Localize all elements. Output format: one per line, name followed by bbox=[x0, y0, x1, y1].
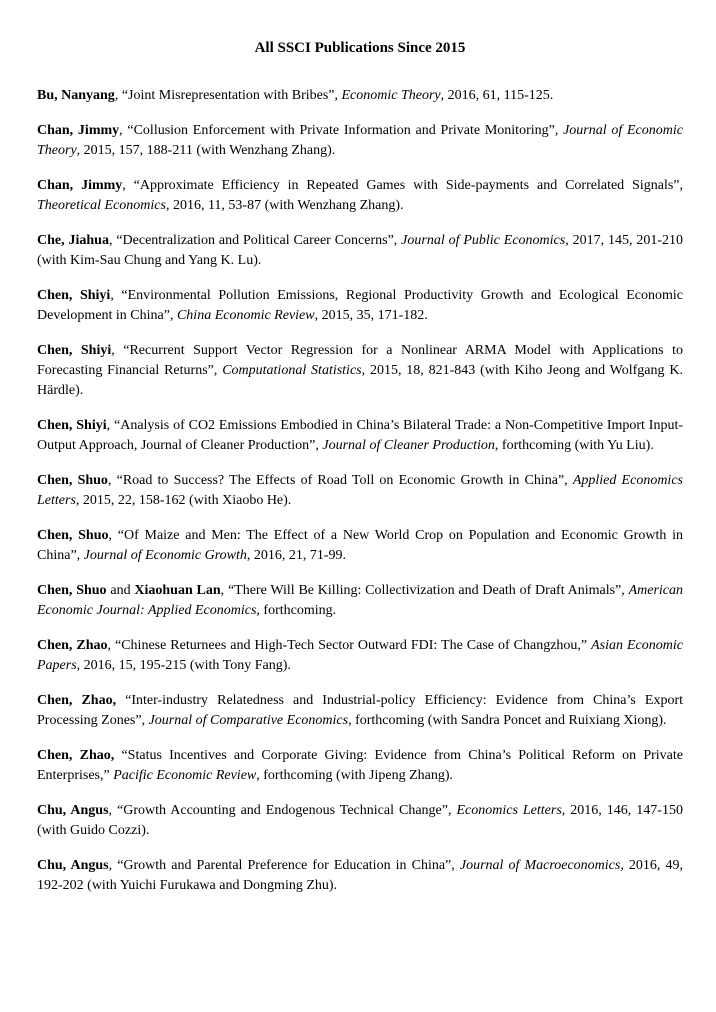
author-name: Chen, Zhao, bbox=[37, 693, 117, 708]
publication-entry bbox=[37, 636, 683, 676]
citation-text: , “Decentralization and Political Career Concerns”, bbox=[108, 233, 402, 248]
author-name: Chen, Shuo bbox=[37, 528, 109, 543]
author-name: Chu, Angus bbox=[37, 858, 109, 873]
citation-text: , 2015, 18, 821-843 (with Kiho Jeong and Wolfgang K. Härdle). bbox=[37, 363, 683, 398]
author-name: Chen, Shiyi bbox=[37, 418, 107, 433]
author-name: Che, Jiahua bbox=[37, 233, 109, 248]
journal-name: Economic Theory bbox=[341, 88, 441, 103]
citation-text: , forthcoming (with Sandra Poncet and Ruixiang Xiong). bbox=[348, 713, 667, 728]
citation-text: , “Collusion Enforcement with Private Information and Private Monitoring”, bbox=[119, 123, 564, 138]
author-name: Chen, Shuo bbox=[37, 583, 107, 598]
publication-entry bbox=[37, 86, 683, 106]
citation-text: , 2017, 145, 201-210 (with Kim-Sau Chung and Yang K. Lu). bbox=[37, 233, 683, 268]
author-name: Chen, Shiyi bbox=[37, 343, 112, 358]
author-name: Chan, Jimmy bbox=[37, 123, 120, 138]
citation-text: , “Environmental Pollution Emissions, Regional Productivity Growth and Ecological Economic Development in China”, bbox=[37, 288, 684, 323]
document-title: All SSCI Publications Since 2015 bbox=[254, 40, 466, 56]
journal-name: American Economic Journal: Applied Economics bbox=[37, 583, 684, 618]
journal-name: China Economic Review bbox=[176, 308, 315, 323]
author-name: Xiaohuan Lan bbox=[134, 583, 221, 598]
journal-name: Computational Statistics bbox=[222, 363, 362, 378]
citation-text: “Status Incentives and Corporate Giving: Evidence from China’s Political Reform on Private Enterprises,” bbox=[37, 748, 683, 783]
citation-text: , “Joint Misrepresentation with Bribes”, bbox=[114, 88, 342, 103]
citation-text: , 2015, 22, 158-162 (with Xiaobo He). bbox=[75, 493, 292, 508]
citation-text: , “There Will Be Killing: Collectivization and Death of Draft Animals”, bbox=[220, 583, 629, 598]
publication-entry bbox=[37, 121, 683, 161]
publication-list bbox=[37, 86, 683, 896]
citation-text: “Inter-industry Relatedness and Industrial-policy Efficiency: Evidence from China’s Export Processing Zones”, bbox=[37, 693, 683, 728]
author-name: Chen, Zhao bbox=[37, 638, 108, 653]
journal-name: Asian Economic Papers bbox=[37, 638, 683, 673]
journal-name: Journal of Economic Growth bbox=[83, 548, 247, 563]
citation-text: , 2016, 21, 71-99. bbox=[246, 548, 347, 563]
citation-text: , 2016, 15, 195-215 (with Tony Fang). bbox=[76, 658, 291, 673]
author-name: Chen, Shuo bbox=[37, 473, 108, 488]
journal-name: Journal of Macroeconomics bbox=[459, 858, 621, 873]
journal-name: Pacific Economic Review bbox=[113, 768, 257, 783]
journal-name: Journal of Cleaner Production bbox=[322, 438, 495, 453]
publication-entry bbox=[37, 231, 683, 271]
citation-text: , “Road to Success? The Effects of Road Toll on Economic Growth in China”, bbox=[107, 473, 573, 488]
publication-entry bbox=[37, 176, 683, 216]
author-name: Chan, Jimmy bbox=[37, 178, 123, 193]
author-name: Chen, Zhao, bbox=[37, 748, 115, 763]
publication-entry bbox=[37, 416, 683, 456]
journal-name: Applied Economics Letters bbox=[37, 473, 683, 508]
citation-text: , 2016, 146, 147-150 (with Guido Cozzi). bbox=[37, 803, 683, 838]
publication-entry bbox=[37, 801, 683, 841]
publication-entry bbox=[37, 856, 683, 896]
publication-entry bbox=[37, 526, 683, 566]
publication-entry bbox=[37, 746, 683, 786]
citation-text: , 2016, 61, 115-125. bbox=[440, 88, 554, 103]
publication-entry bbox=[37, 691, 683, 731]
publication-entry bbox=[37, 341, 683, 401]
citation-text: , 2016, 11, 53-87 (with Wenzhang Zhang). bbox=[165, 198, 404, 213]
citation-text: , forthcoming. bbox=[256, 603, 337, 618]
journal-name: Journal of Comparative Economics bbox=[148, 713, 349, 728]
publication-entry bbox=[37, 471, 683, 511]
publication-entry bbox=[37, 286, 683, 326]
publication-entry bbox=[37, 581, 683, 621]
citation-text: , 2015, 157, 188-211 (with Wenzhang Zhang). bbox=[76, 143, 336, 158]
citation-text: , forthcoming (with Jipeng Zhang). bbox=[256, 768, 454, 783]
citation-text: , “Of Maize and Men: The Effect of a New World Crop on Population and Economic Growth in China”, bbox=[37, 528, 683, 563]
citation-text: , “Chinese Returnees and High-Tech Sector Outward FDI: The Case of Changzhou,” bbox=[107, 638, 592, 653]
citation-text: , forthcoming (with Yu Liu). bbox=[494, 438, 654, 453]
citation-text: , 2016, 49, 192-202 (with Yuichi Furukawa and Dongming Zhu). bbox=[37, 858, 684, 893]
author-name: Chu, Angus bbox=[37, 803, 109, 818]
citation-text: and bbox=[106, 583, 135, 598]
citation-text: , 2015, 35, 171-182. bbox=[314, 308, 428, 323]
journal-name: Economics Letters bbox=[456, 803, 562, 818]
citation-text: , “Growth and Parental Preference for Education in China”, bbox=[108, 858, 460, 873]
citation-text: , “Growth Accounting and Endogenous Technical Change”, bbox=[108, 803, 457, 818]
citation-text: , “Recurrent Support Vector Regression for a Nonlinear ARMA Model with Applications to Forecasting Financial Returns”, bbox=[37, 343, 684, 378]
journal-name: Journal of Economic Theory bbox=[37, 123, 683, 158]
citation-text: , “Analysis of CO2 Emissions Embodied in China’s Bilateral Trade: a Non-Competitive Import Input-Output Approach, Journal of Cleaner Production”, bbox=[37, 418, 684, 453]
author-name: Chen, Shiyi bbox=[37, 288, 111, 303]
citation-text: , “Approximate Efficiency in Repeated Games with Side-payments and Correlated Signals”, bbox=[122, 178, 683, 193]
journal-name: Theoretical Economics bbox=[37, 198, 166, 213]
author-name: Bu, Nanyang bbox=[37, 88, 115, 103]
journal-name: Journal of Public Economics bbox=[401, 233, 566, 248]
